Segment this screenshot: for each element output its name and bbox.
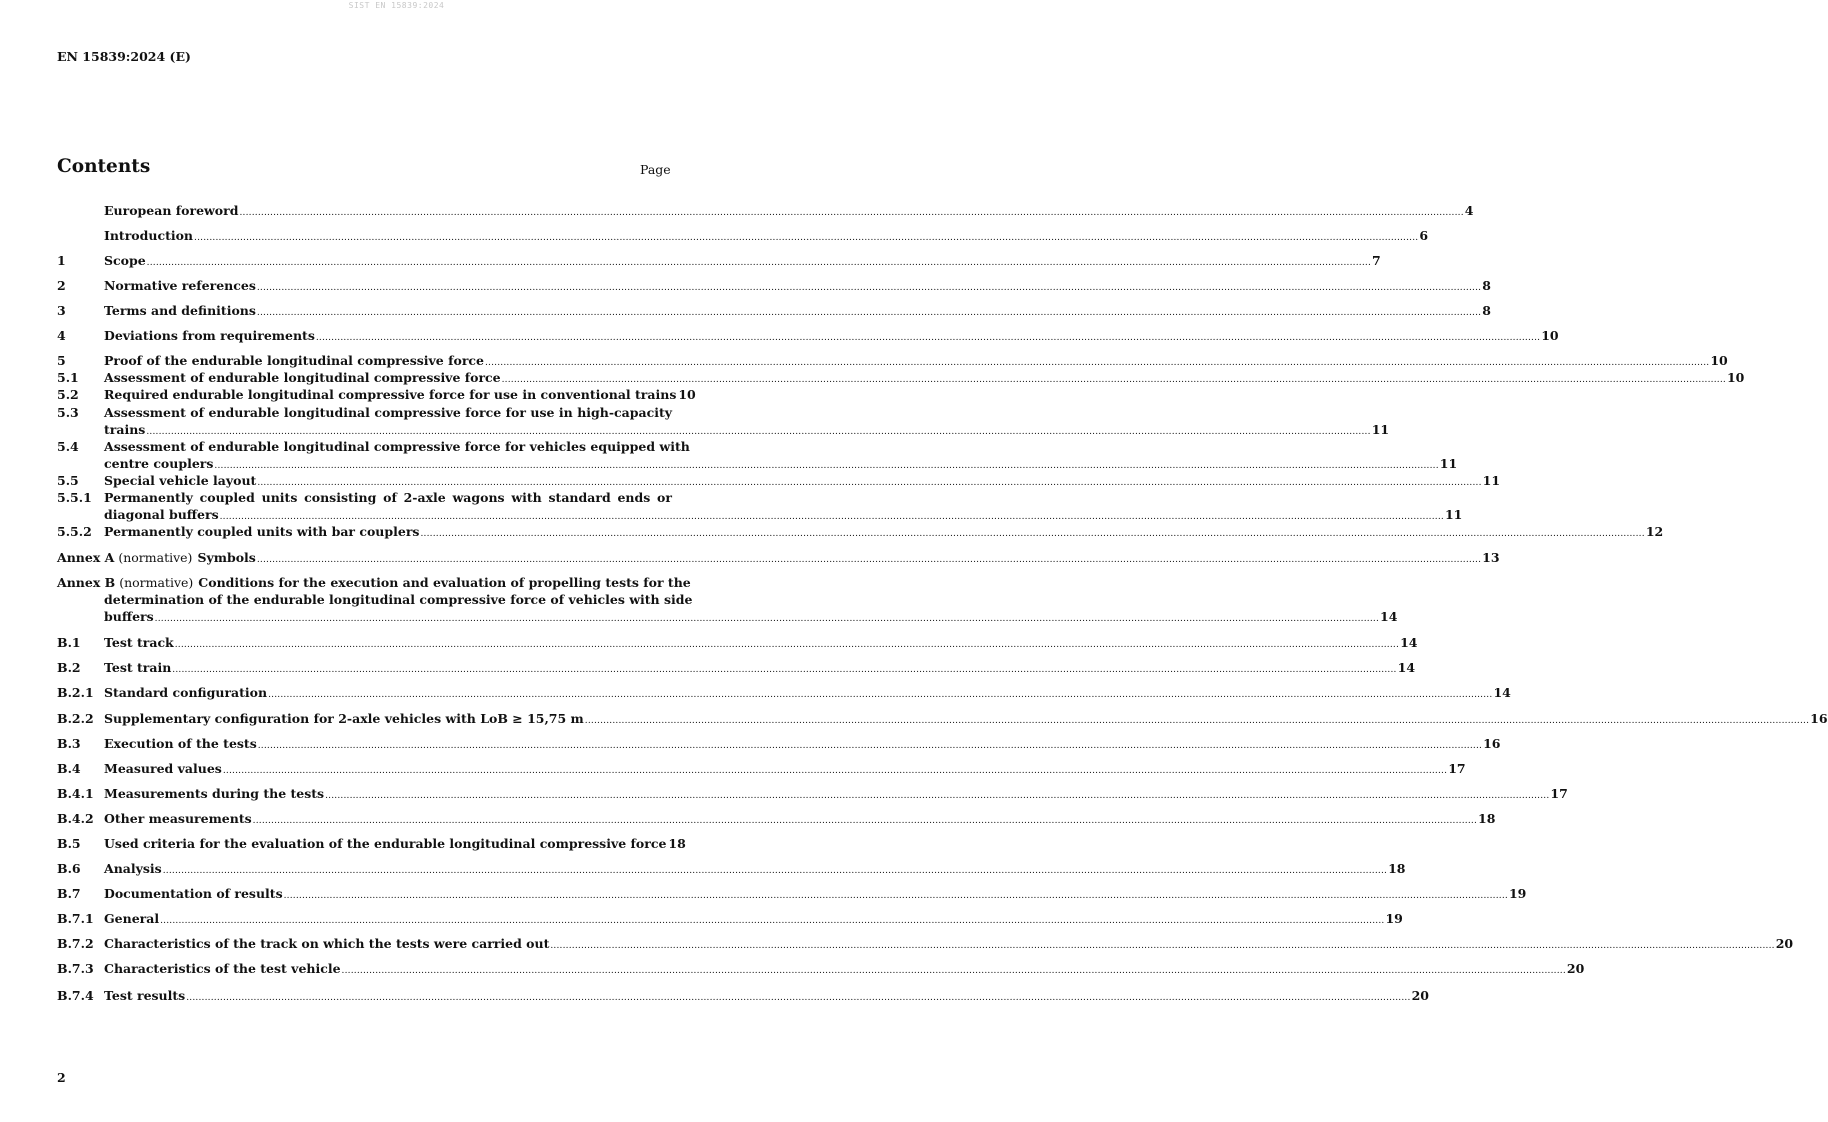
toc-entry[interactable] (57, 369, 1745, 386)
dot-leader: ................................................................................................................................................................................................................................................................................................................................................................................................................ (315, 333, 1541, 343)
toc-entry-number: B.5 (57, 836, 81, 851)
toc-entry-title: centre couplers (104, 456, 214, 471)
toc-entry-page: 17 (1550, 786, 1568, 801)
toc-entry-number: B.7.3 (57, 961, 94, 976)
toc-entry-page: 20 (1775, 936, 1794, 951)
toc-entry-number: 5.3 (57, 405, 79, 420)
dot-leader: ................................................................................................................................................................................................................................................................................................................................................................................................................ (256, 283, 1482, 293)
toc-entry-title: Required endurable longitudinal compressive force for use in conventional trains (104, 387, 677, 402)
document-id: EN 15839:2024 (E) (57, 49, 191, 64)
toc-entry-number: 5.2 (57, 387, 79, 402)
toc-entry-page: 19 (1508, 886, 1527, 901)
toc-entry-title: Special vehicle layout (104, 473, 257, 488)
toc-entry-title: Terms and definitions (104, 303, 256, 318)
toc-entry-page: 10 (678, 387, 696, 402)
toc-entry-title: Assessment of endurable longitudinal compressive force for use in high-capacity (104, 405, 672, 420)
dot-leader: ................................................................................................................................................................................................................................................................................................................................................................................................................ (283, 891, 1508, 901)
toc-entry-page: 17 (1448, 761, 1466, 776)
dot-leader: ................................................................................................................................................................................................................................................................................................................................................................................................................ (146, 258, 1372, 268)
toc-entry-title: Measured values (104, 761, 222, 776)
toc-entry[interactable] (57, 659, 1416, 676)
toc-entry-number: 4 (57, 328, 66, 343)
toc-entry-page: 12 (1645, 524, 1664, 539)
dot-leader: ................................................................................................................................................................................................................................................................................................................................................................................................................ (214, 461, 1439, 471)
toc-entry-title: Used criteria for the evaluation of the endurable longitudinal compressive force (104, 836, 667, 851)
toc-entry-title: Scope (104, 253, 146, 268)
toc-entry-title: Execution of the tests (104, 736, 257, 751)
toc-entry-title: Supplementary configuration for 2-axle vehicles with LoB ≥ 15,75 m (104, 711, 584, 726)
dot-leader: ................................................................................................................................................................................................................................................................................................................................................................................................................ (341, 966, 1566, 976)
toc-entry-number: 5.5 (57, 473, 79, 488)
toc-entry[interactable] (57, 987, 1429, 1004)
dot-leader: ................................................................................................................................................................................................................................................................................................................................................................................................................ (484, 358, 1710, 368)
dot-leader: ................................................................................................................................................................................................................................................................................................................................................................................................................ (268, 690, 1493, 700)
toc-entry-page: 14 (1397, 660, 1416, 675)
annex-type: (normative) (118, 550, 193, 565)
toc-entry[interactable] (57, 438, 1458, 472)
toc-entry-page: 11 (1439, 456, 1458, 471)
toc-entry-title: Introduction (104, 228, 194, 243)
dot-leader: ................................................................................................................................................................................................................................................................................................................................................................................................................ (160, 916, 1385, 926)
dot-leader: ................................................................................................................................................................................................................................................................................................................................................................................................................ (162, 866, 1388, 876)
toc-entry-title: Symbols (197, 550, 256, 565)
toc-entry-title: Documentation of results (104, 886, 283, 901)
annex-type: (normative) (119, 575, 194, 590)
toc-entry-number: 5.5.2 (57, 524, 92, 539)
toc-entry-number: B.7.4 (57, 988, 94, 1003)
toc-entry-page: 11 (1444, 507, 1463, 522)
toc-entry-title: Permanently coupled units consisting of 2-axle wagons with standard ends or (104, 490, 672, 505)
toc-entry-title: Measurements during the tests (104, 786, 325, 801)
toc-entry-title: Characteristics of the test vehicle (104, 961, 341, 976)
toc-entry-page: 10 (1726, 370, 1745, 385)
toc-entry-title: Test track (104, 635, 174, 650)
annex-label: Annex B (57, 575, 116, 590)
dot-leader: ................................................................................................................................................................................................................................................................................................................................................................................................................ (256, 308, 1482, 318)
toc-entry[interactable] (57, 634, 1418, 651)
toc-entry-page: 19 (1385, 911, 1403, 926)
toc-entry[interactable] (57, 472, 1501, 489)
toc-entry-title: Assessment of endurable longitudinal compressive force for vehicles equipped with (104, 439, 690, 454)
toc-entry-number: B.1 (57, 635, 81, 650)
toc-entry-number: B.2.1 (57, 685, 94, 700)
toc-entry[interactable] (57, 277, 1491, 294)
dot-leader: ................................................................................................................................................................................................................................................................................................................................................................................................................ (222, 766, 1448, 776)
toc-entry-number: B.7.2 (57, 936, 94, 951)
toc-entry[interactable] (57, 710, 1828, 727)
toc-entry-page: 20 (1411, 988, 1429, 1003)
dot-leader: ................................................................................................................................................................................................................................................................................................................................................................................................................ (239, 208, 1464, 218)
toc-entry-page: 16 (1483, 736, 1501, 751)
toc-entry[interactable] (57, 523, 1664, 540)
toc-entry[interactable] (57, 935, 1794, 952)
toc-entry-number: 5.1 (57, 370, 79, 385)
annex-label: Annex A (57, 550, 115, 565)
toc-entry[interactable] (57, 785, 1568, 802)
dot-leader: ................................................................................................................................................................................................................................................................................................................................................................................................................ (584, 716, 1810, 726)
toc-entry[interactable] (57, 860, 1406, 877)
toc-entry-number: 3 (57, 303, 66, 318)
toc-entry[interactable] (57, 760, 1466, 777)
toc-entry-title: diagonal buffers (104, 507, 219, 522)
toc-entry-page: 10 (1541, 328, 1559, 343)
toc-entry[interactable] (57, 735, 1501, 752)
toc-entry-page: 11 (1482, 473, 1501, 488)
dot-leader: ................................................................................................................................................................................................................................................................................................................................................................................................................ (550, 941, 1775, 951)
toc-entry-title: Assessment of endurable longitudinal compressive force (104, 370, 501, 385)
toc-entry-title: Analysis (104, 861, 162, 876)
toc-entry-number: B.7 (57, 886, 81, 901)
toc-entry-page: 4 (1464, 203, 1474, 218)
toc-entry-page: 13 (1482, 550, 1500, 565)
toc-entry-title: Other measurements (104, 811, 252, 826)
toc-entry-page: 18 (668, 836, 686, 851)
dot-leader: ................................................................................................................................................................................................................................................................................................................................................................................................................ (219, 512, 1444, 522)
page-column-label: Page (640, 162, 671, 177)
toc-entry[interactable] (57, 835, 686, 852)
toc-entry[interactable] (57, 202, 1474, 219)
toc-entry-number: B.3 (57, 736, 81, 751)
toc-entry-page: 8 (1482, 278, 1491, 293)
toc-entry-number: B.2.2 (57, 711, 94, 726)
toc-entry-page: 11 (1371, 422, 1390, 437)
dot-leader: ................................................................................................................................................................................................................................................................................................................................................................................................................ (325, 791, 1550, 801)
toc-entry-title: determination of the endurable longitudinal compressive force of vehicles with side (104, 592, 693, 607)
toc-entry-number: 5 (57, 353, 66, 368)
toc-entry[interactable] (57, 489, 1463, 523)
toc-entry-title: Characteristics of the track on which the tests were carried out (104, 936, 550, 951)
toc-entry-title: Proof of the endurable longitudinal compressive force (104, 353, 484, 368)
toc-entry-page: 14 (1400, 635, 1418, 650)
dot-leader: ................................................................................................................................................................................................................................................................................................................................................................................................................ (257, 741, 1483, 751)
dot-leader: ................................................................................................................................................................................................................................................................................................................................................................................................................ (194, 233, 1419, 243)
toc-entry-number: B.6 (57, 861, 81, 876)
toc-entry[interactable] (57, 885, 1527, 902)
toc-entry-page: 20 (1566, 961, 1585, 976)
toc-entry[interactable] (57, 252, 1381, 269)
toc-entry-title: Permanently coupled units with bar couplers (104, 524, 420, 539)
toc-entry[interactable] (57, 302, 1491, 319)
toc-entry-number: B.4 (57, 761, 81, 776)
dot-leader: ................................................................................................................................................................................................................................................................................................................................................................................................................ (257, 478, 1482, 488)
toc-entry[interactable] (57, 810, 1496, 827)
toc-entry-title: Conditions for the execution and evaluation of propelling tests for the (198, 575, 691, 590)
toc-entry-page: 14 (1380, 609, 1398, 624)
toc-entry[interactable] (57, 404, 1390, 438)
toc-entry-number: B.7.1 (57, 911, 94, 926)
dot-leader: ................................................................................................................................................................................................................................................................................................................................................................................................................ (172, 665, 1397, 675)
toc-entry-number: B.4.1 (57, 786, 94, 801)
dot-leader: ................................................................................................................................................................................................................................................................................................................................................................................................................ (256, 555, 1482, 565)
toc-entry-title: Test train (104, 660, 172, 675)
toc-entry-page: 18 (1478, 811, 1496, 826)
page-number: 2 (57, 1070, 66, 1085)
dot-leader: ................................................................................................................................................................................................................................................................................................................................................................................................................ (154, 614, 1380, 624)
toc-entry-number: B.2 (57, 660, 81, 675)
toc-entry-page: 14 (1493, 685, 1511, 700)
toc-entry-number: 5.4 (57, 439, 79, 454)
toc-entry[interactable] (57, 549, 1500, 566)
toc-entry[interactable] (57, 327, 1559, 344)
contents-heading: Contents (57, 156, 151, 177)
toc-entry[interactable] (57, 352, 1728, 369)
toc-entry-page: 8 (1482, 303, 1491, 318)
dot-leader: ................................................................................................................................................................................................................................................................................................................................................................................................................ (252, 816, 1478, 826)
toc-entry-number: 2 (57, 278, 66, 293)
dot-leader: ................................................................................................................................................................................................................................................................................................................................................................................................................ (186, 993, 1411, 1003)
toc-entry[interactable] (57, 960, 1585, 977)
toc-entry-title: trains (104, 422, 146, 437)
toc-entry[interactable] (57, 574, 1398, 625)
toc-entry-page: 10 (1710, 353, 1728, 368)
dot-leader: ................................................................................................................................................................................................................................................................................................................................................................................................................ (146, 427, 1371, 437)
toc-entry-title: European foreword (104, 203, 239, 218)
toc-entry[interactable] (57, 386, 696, 403)
dot-leader: ................................................................................................................................................................................................................................................................................................................................................................................................................ (174, 640, 1400, 650)
toc-entry[interactable] (57, 227, 1429, 244)
toc-entry-page: 6 (1419, 228, 1429, 243)
toc-entry-page: 16 (1810, 711, 1828, 726)
toc-entry-number: 1 (57, 253, 66, 268)
watermark: SIST EN 15839:2024 (348, 1, 445, 10)
toc-entry-title: Deviations from requirements (104, 328, 315, 343)
toc-entry-title: buffers (104, 609, 154, 624)
toc-entry[interactable] (57, 684, 1511, 701)
toc-entry-title: Standard configuration (104, 685, 268, 700)
toc-entry-title: Test results (104, 988, 186, 1003)
dot-leader: ................................................................................................................................................................................................................................................................................................................................................................................................................ (501, 375, 1726, 385)
toc-entry-number: 5.5.1 (57, 490, 92, 505)
toc-entry-page: 18 (1388, 861, 1406, 876)
toc-entry[interactable] (57, 910, 1403, 927)
dot-leader: ................................................................................................................................................................................................................................................................................................................................................................................................................ (420, 529, 1645, 539)
toc-entry-title: General (104, 911, 160, 926)
toc-entry-number: B.4.2 (57, 811, 94, 826)
toc-entry-page: 7 (1372, 253, 1381, 268)
toc-entry-title: Normative references (104, 278, 256, 293)
